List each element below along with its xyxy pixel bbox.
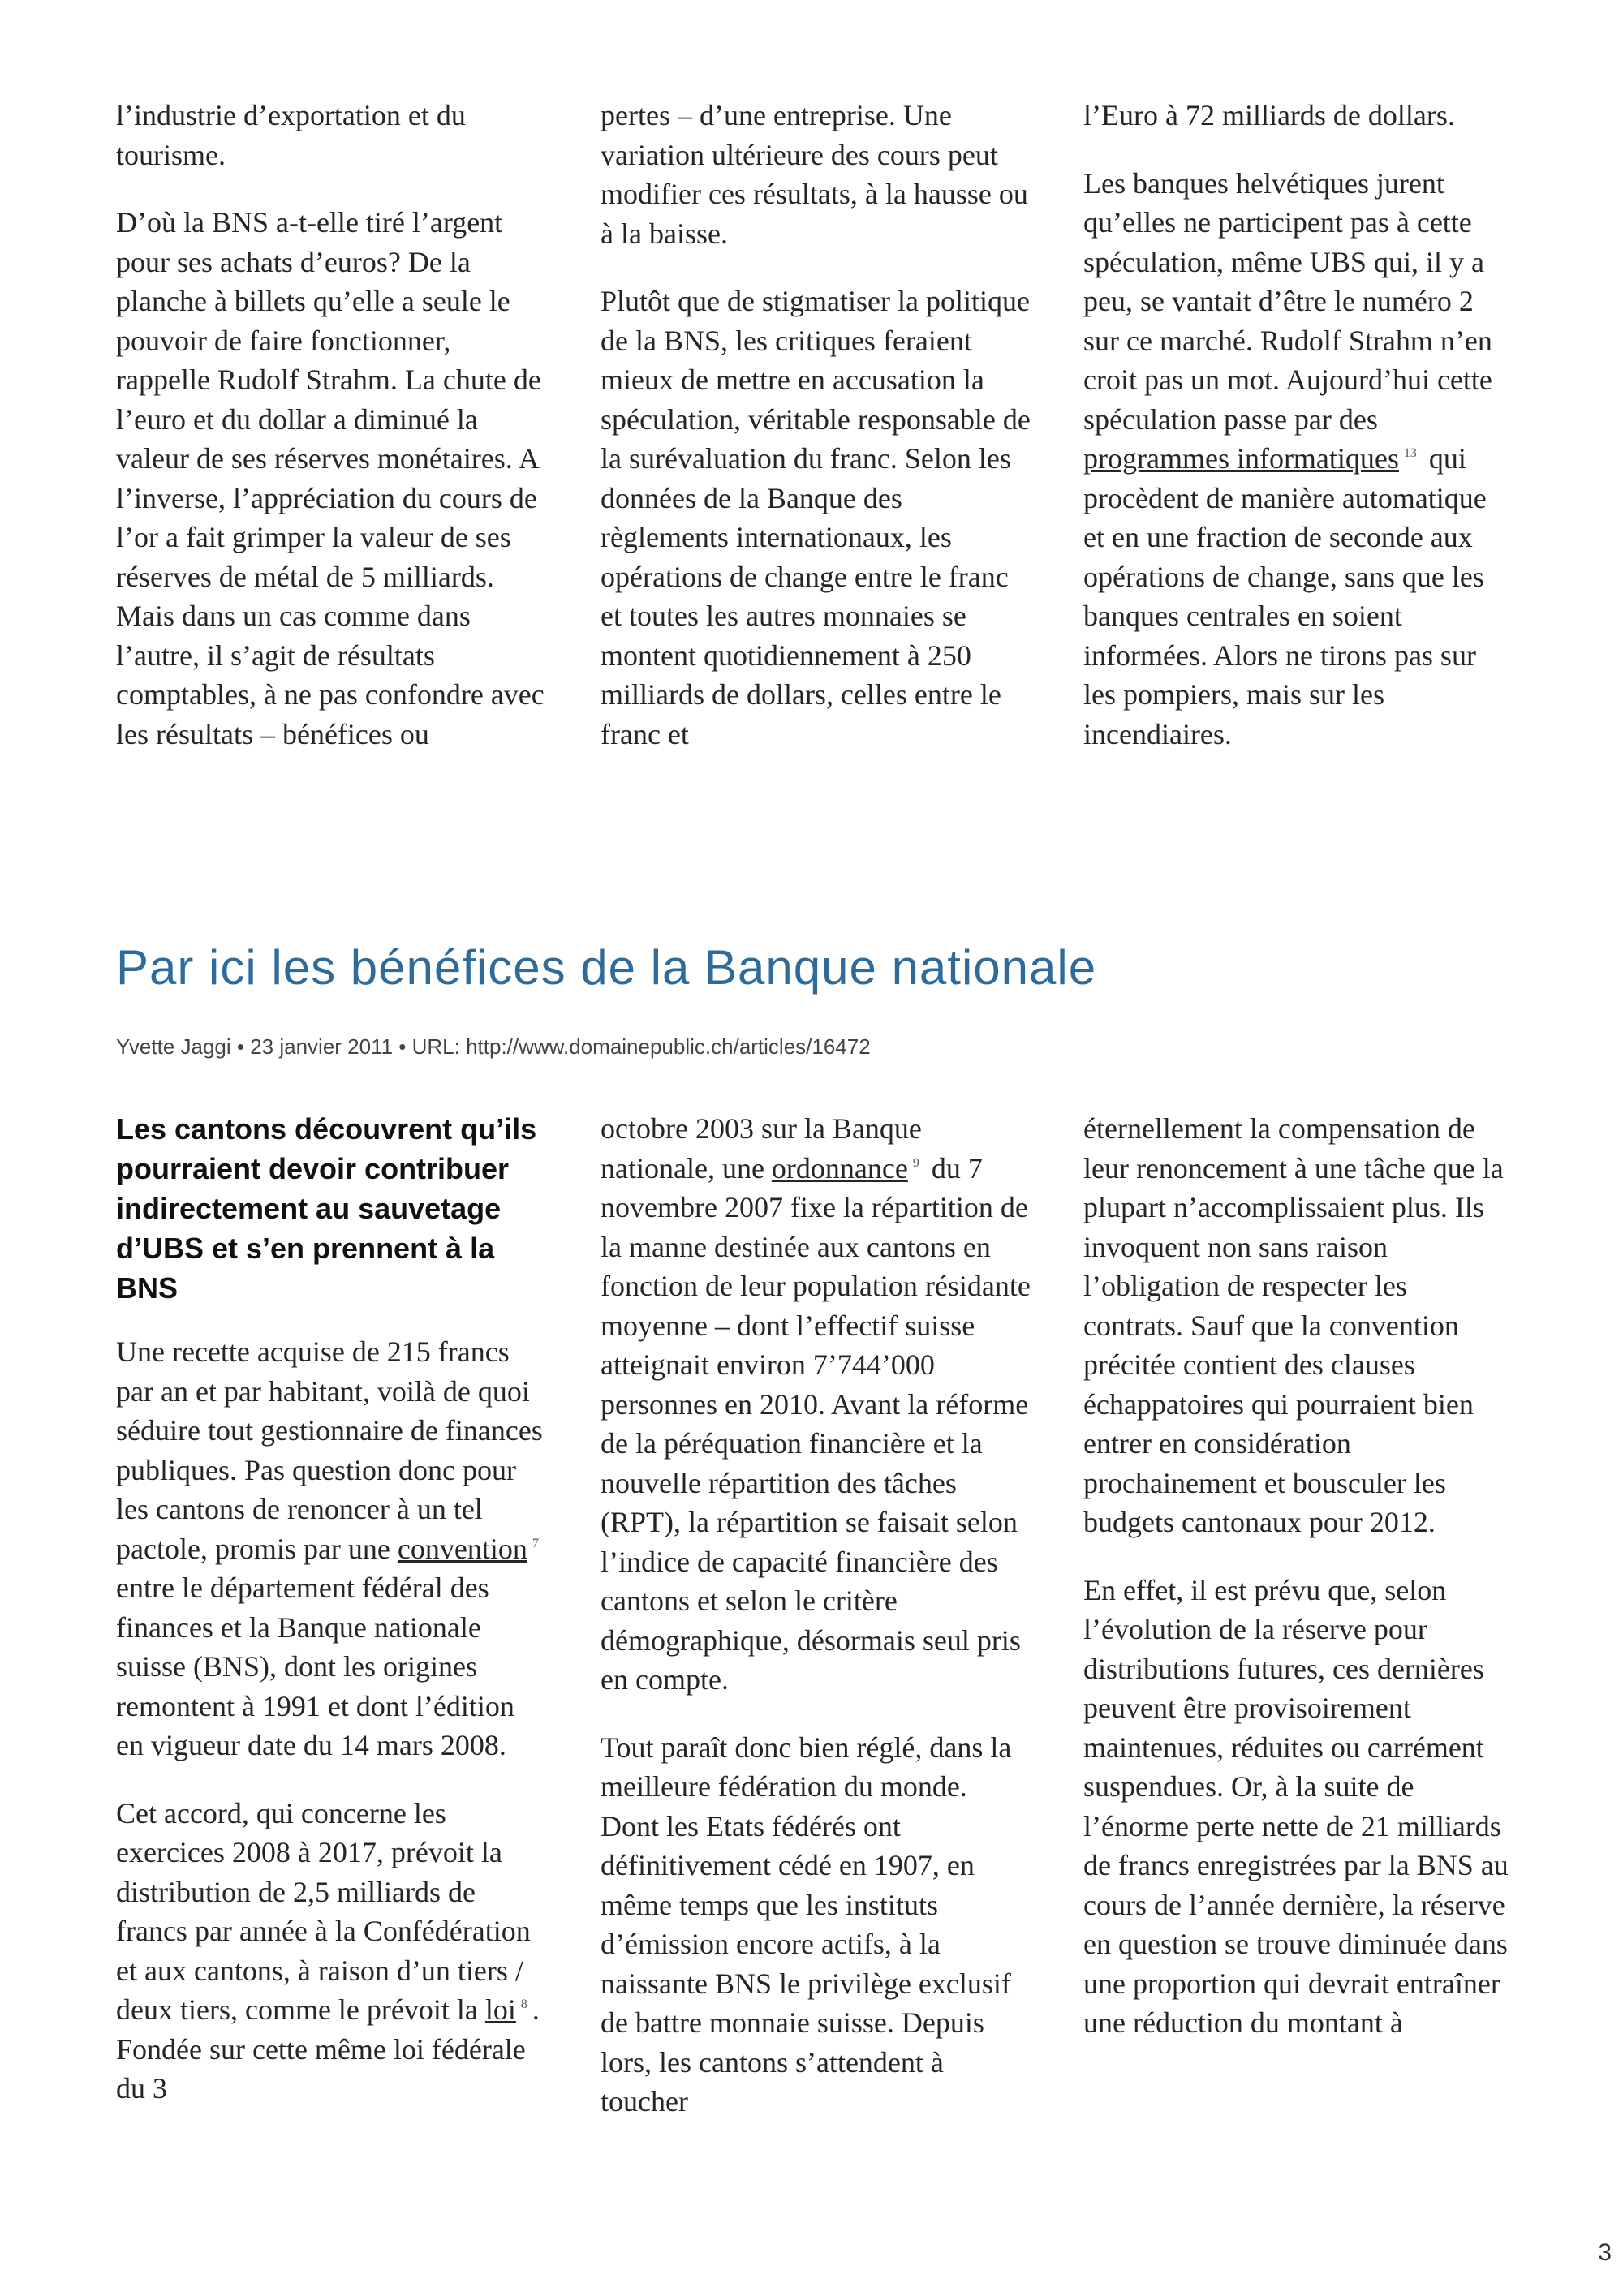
paragraph: En effet, il est prévu que, selon l’évolution de la réserve pour distributions futures, ces dernières peuvent être provisoirement maintenues, réduites ou carrément suspendues. Or, à la suite de l’énorme perte nette de 21 milliards de francs enregistrées par la BNS au cours de l’année dernière, la réserve en question se trouve diminuée dans une proportion qui devrait entraîner une réduction du montant à	[1083, 1573, 1509, 2039]
paragraph	[1083, 164, 1513, 755]
text-run: Les banques helvétiques jurent qu’elles ne participent pas à cette spéculation, même UBS qui, il y a peu, se vantait d’être le numéro 2 sur ce marché. Rudolf Strahm n’en croit pas un mot. Aujourd’hui cette spéculation passe par des	[1083, 166, 1492, 436]
paragraph: l’Euro à 72 milliards de dollars.	[1083, 99, 1455, 131]
footnote-marker: 7	[532, 1536, 539, 1550]
text-run: Cet accord, qui concerne les exercices 2008 à 2017, prévoit la distribution de 2,5 milliards de francs par année à la Confédération et aux cantons, à raison d’un tiers / deux tiers, comme le prévoit la	[116, 1796, 531, 2026]
top-column-2	[601, 96, 1031, 754]
paragraph: Tout paraît donc bien réglé, dans la meilleure fédération du monde. Dont les Etats fédérés ont définitivement cédé en 1907, en même temps que les instituts d’émission encore actifs, à la naissante BNS le privilège exclusif de battre monnaie suisse. Depuis lors, les cantons s’attendent à toucher	[601, 1731, 1012, 2118]
link-ordonnance[interactable]: ordonnance	[771, 1151, 908, 1185]
footnote-marker: 8	[520, 1997, 527, 2011]
footnote-marker: 13	[1403, 446, 1417, 460]
footnote-marker: 9	[912, 1155, 919, 1170]
top-column-3	[1083, 96, 1513, 754]
paragraph	[116, 1794, 546, 2109]
article-column-2	[601, 1109, 1031, 2122]
link-programmes-informatiques[interactable]: programmes informatiques	[1083, 442, 1399, 475]
text-run: . Fondée sur cette même loi fédérale du 3	[116, 1993, 540, 2105]
article-column-3	[1083, 1109, 1513, 2043]
paragraph: éternellement la compensation de leur renoncement à une tâche que la plupart n’accomplissaient plus. Ils invoquent non sans raison l’obligation de respecter les contrats. Sauf que la convention précitée contient des clauses échappatoires qui pourraient bien entrer en considération prochainement et bousculer les budgets cantonaux pour 2012.	[1083, 1112, 1504, 1538]
text-run: octobre 2003 sur la Banque nationale, une	[601, 1112, 922, 1185]
article-byline: Yvette Jaggi • 23 janvier 2011 • URL: http://www.domainepublic.ch/articles/16472	[116, 1034, 871, 1059]
text-run: entre le département fédéral des finances et la Banque nationale suisse (BNS), dont les origines remontent à 1991 et dont l’édition en vigueur date du 14 mars 2008.	[116, 1572, 514, 1761]
paragraph	[601, 1109, 1031, 1700]
text-run: du 7 novembre 2007 fixe la répartition de la manne destinée aux cantons en fonction de leur population résidante moyenne – dont l’effectif suisse atteignait environ 7’744’000 personnes en 2010. Avant la réforme de la péréquation financière et la nouvelle répartition des tâches (RPT), la répartition se faisait selon l’indice de capacité financière des cantons et selon le critère démographique, désormais seul pris en compte.	[601, 1151, 1031, 1696]
article-title: Par ici les bénéfices de la Banque nationale	[116, 940, 1097, 995]
article-column-1	[116, 1109, 546, 2109]
paragraph: pertes – d’une entreprise. Une variation ultérieure des cours peut modifier ces résultats, à la hausse ou à la baisse.	[601, 99, 1028, 250]
page-number: 3	[1598, 2239, 1612, 2266]
top-column-1	[116, 96, 546, 754]
article-lead: Les cantons découvrent qu’ils pourraient devoir contribuer indirectement au sauvetage d’UBS et s’en prennent à la BNS	[116, 1112, 537, 1305]
paragraph: Plutôt que de stigmatiser la politique de la BNS, les critiques feraient mieux de mettre en accusation la spéculation, véritable responsable de la surévaluation du franc. Selon les données de la Banque des règlements internationaux, les opérations de change entre le franc et toutes les autres monnaies se montent quotidiennement à 250 milliards de dollars, celles entre le franc et	[601, 285, 1031, 750]
paragraph: D’où la BNS a-t-elle tiré l’argent pour ses achats d’euros? De la planche à billets qu’elle a seule le pouvoir de faire fonctionner, rappelle Rudolf Strahm. La chute de l’euro et du dollar a diminué la valeur de ses réserves monétaires. A l’inverse, l’appréciation du cours de l’or a fait grimper la valeur de ses réserves de métal de 5 milliards. Mais dans un cas comme dans l’autre, il s’agit de résultats comptables, à ne pas confondre avec les résultats – bénéfices ou	[116, 206, 545, 750]
link-convention[interactable]: convention	[397, 1532, 527, 1565]
text-run: qui procèdent de manière automatique et en une fraction de seconde aux opérations de change, sans que les banques centrales en soient informées. Alors ne tirons pas sur les pompiers, mais sur les incendiaires.	[1083, 442, 1487, 750]
paragraph	[116, 1332, 546, 1765]
text-run: Une recette acquise de 215 francs par an et par habitant, voilà de quoi séduire tout gestionnaire de finances publiques. Pas question donc pour les cantons de renoncer à un tel pactole, promis par une	[116, 1335, 543, 1565]
link-loi[interactable]: loi	[484, 1993, 516, 2026]
paragraph: l’industrie d’exportation et du tourisme.	[116, 99, 466, 171]
